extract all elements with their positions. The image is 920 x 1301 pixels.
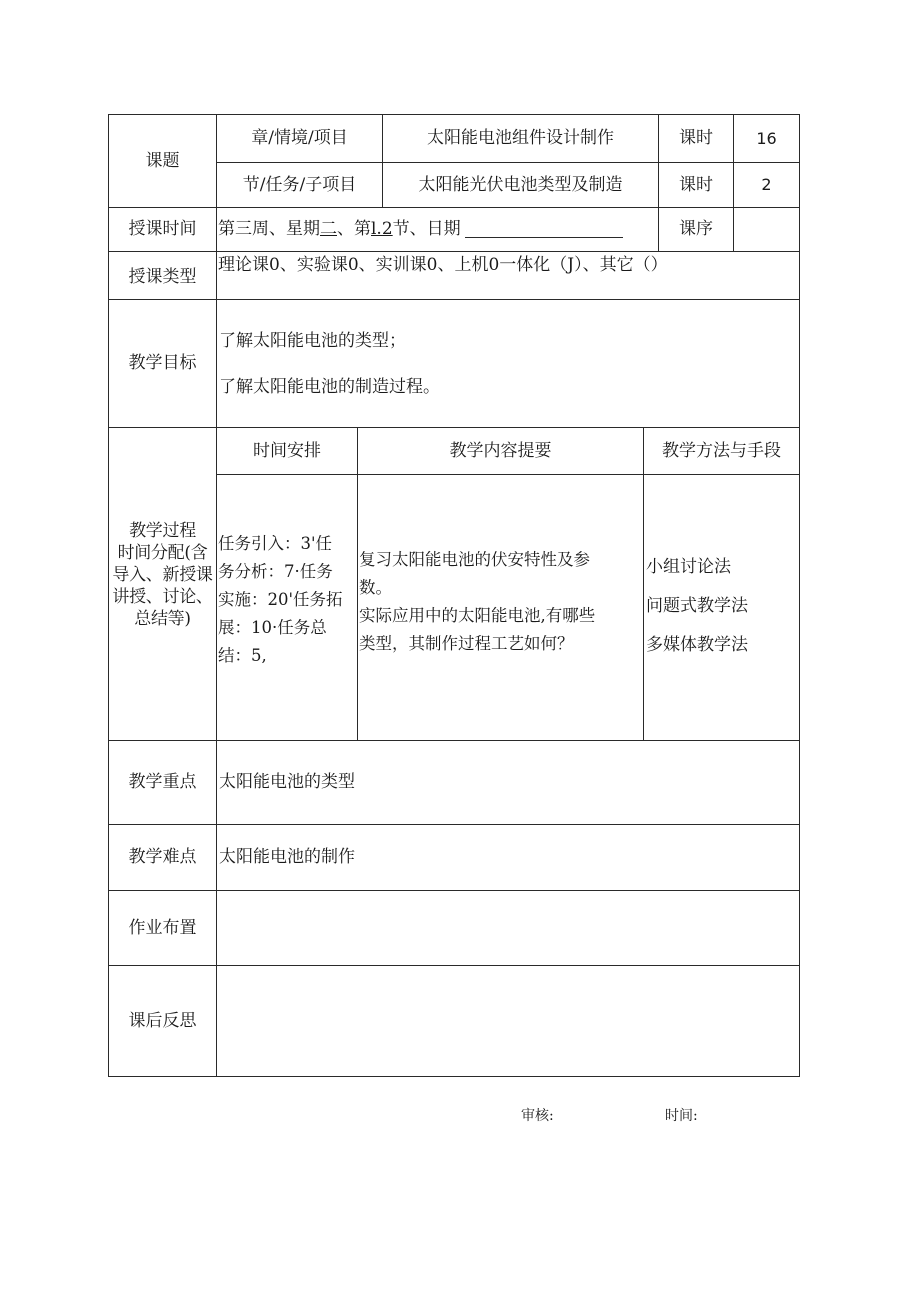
class-order-value [734,208,799,251]
difficulty-label: 教学难点 [128,847,197,868]
reflection-value [219,966,797,1076]
method-item: 多媒体教学法 [646,635,748,655]
chapter-hours-value: 16 [756,128,777,148]
key-point-label: 教学重点 [128,772,197,793]
method-item: 小组讨论法 [646,557,731,577]
class-time-session: l.2 [371,219,393,240]
topic-label: 课题 [145,150,180,171]
section-label: 节/任务/子项目 [242,174,357,195]
footer-time-label: 时间: [665,1108,698,1124]
section-value: 太阳能光伏电池类型及制造 [418,174,623,195]
method-item: 问题式教学法 [646,596,748,616]
chapter-value: 太阳能电池组件设计制作 [427,128,614,149]
content-text: 复习太阳能电池的伏安特性及参 数。 实际应用中的太阳能电池,有哪些 类型，其制作过程工艺如何？ [359,550,596,653]
class-order-label: 课序 [679,219,713,240]
homework-value [219,891,797,965]
teaching-process-label: 教学过程 时间分配(含 导入、新授课 讲授、讨论、 总结等) [112,521,213,630]
reflection-label: 课后反思 [128,1010,197,1031]
class-type-value: 理论课0、实验课0、实训课0、上机0一体化（J）、其它（） [218,255,668,275]
class-time-date: 节、日期 [392,219,461,240]
section-hours-value: 2 [761,175,772,195]
method-list [646,548,798,668]
review-label: 审核: [521,1108,554,1124]
date-blank [465,221,623,238]
class-time-label: 授课时间 [128,219,197,240]
teaching-goal-list [219,300,797,427]
teaching-goal-item: 了解太阳能电池的类型； [219,331,406,351]
method-header: 教学方法与手段 [662,440,781,461]
class-type-label: 授课类型 [128,266,197,287]
schedule-text: 任务引入：3'任 务分析：7·任务 实施：20'任务拓 展：10·任务总 结：5, [218,534,343,665]
class-time-week: 第三周、星期 [218,219,320,240]
key-point-value: 太阳能电池的类型 [219,772,355,793]
difficulty-value: 太阳能电池的制作 [219,847,355,868]
class-time-sep: 、第 [337,219,371,240]
homework-label: 作业布置 [128,917,197,938]
content-header: 教学内容提要 [449,440,552,461]
chapter-label: 章/情境/项目 [251,128,348,149]
teaching-goal-item: 了解太阳能电池的制造过程。 [219,377,440,397]
schedule-header: 时间安排 [253,440,321,461]
class-time-weekday: 二 [320,219,337,240]
chapter-hours-label: 课时 [679,128,713,149]
teaching-goal-label: 教学目标 [128,353,197,374]
class-time-value [218,208,658,251]
section-hours-label: 课时 [679,174,713,195]
